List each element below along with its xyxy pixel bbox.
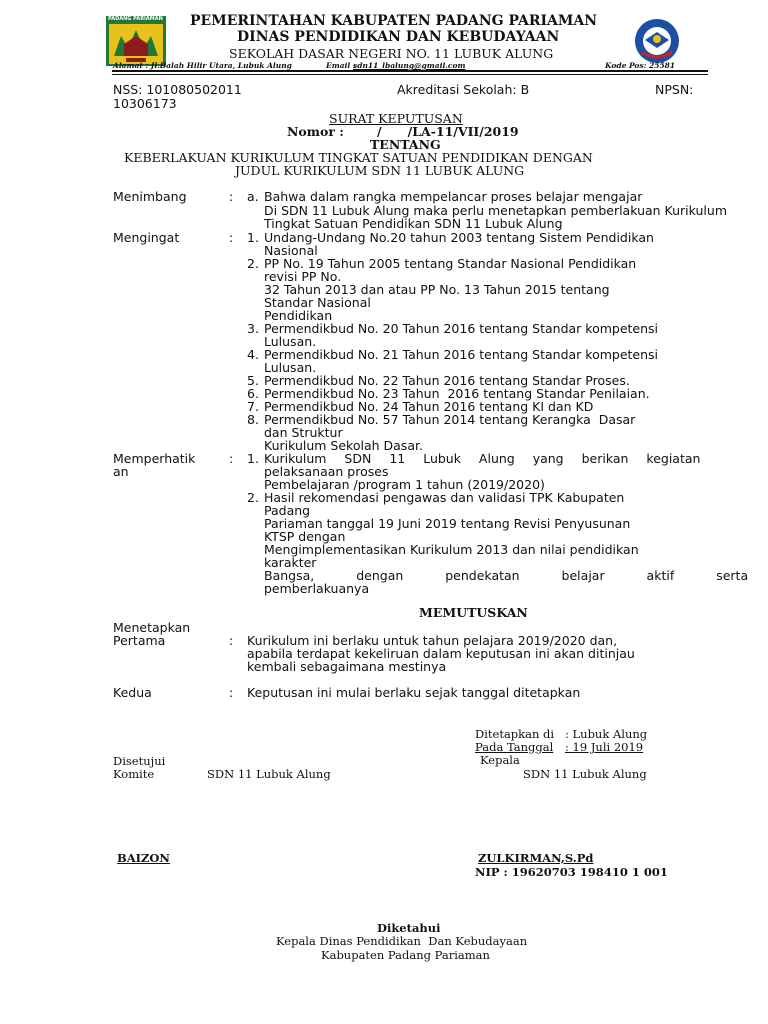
memperhatikan-line: Pembelajaran /program 1 tahun (2019/2020) (264, 477, 545, 492)
logo-right (632, 18, 682, 64)
address: Alamat : Jl.Balah Hilir Utara, Lubuk Alung (113, 61, 292, 70)
mengingat-line: Undang-Undang No.20 tahun 2003 tentang Sistem Pendidikan (264, 230, 654, 245)
disetujui-label: Disetujui (113, 754, 166, 768)
mengingat-line: Permendikbud No. 22 Tahun 2016 tentang Standar Proses. (264, 373, 630, 388)
mengingat-line: Lulusan. (264, 360, 317, 375)
memperhatikan-line: karakter (264, 555, 317, 570)
tanggal-label: Pada Tanggal (475, 740, 554, 754)
mengingat-number: 6. (247, 386, 259, 401)
komite-label: Komite (113, 767, 155, 781)
ditetapkan-label: Ditetapkan di (475, 727, 555, 741)
mengingat-line: Pendidikan (264, 308, 333, 323)
mengingat-number: 8. (247, 412, 259, 427)
memperhatikan-line: Bangsa, dengan pendekatan belajar aktif serta (264, 568, 749, 583)
mengingat-colon: : (229, 230, 234, 245)
mengingat-line: Permendikbud No. 23 Tahun 2016 tentang Standar Penilaian. (264, 386, 650, 401)
nss: NSS: 101080502011 (113, 82, 242, 97)
menimbang-number: a. (247, 189, 259, 204)
sdn-left: SDN 11 Lubuk Alung (207, 767, 331, 781)
name-left: BAIZON (117, 851, 170, 865)
mengingat-line: Permendikbud No. 24 Tahun 2016 tentang KI dan KD (264, 399, 594, 414)
tut-wuri-handayani-icon (632, 18, 682, 64)
diketahui-label: Diketahui (377, 921, 441, 935)
menetapkan-label: Menetapkan (113, 620, 191, 635)
email-label: Email : (326, 61, 356, 70)
nomor-value: / /LA-11/VII/2019 (377, 124, 519, 139)
mengingat-line: Permendikbud No. 20 Tahun 2016 tentang Standar kompetensi (264, 321, 659, 336)
header-line-1: PEMERINTAHAN KABUPATEN PADANG PARIAMAN (190, 13, 598, 29)
header-line-2: DINAS PENDIDIKAN DAN KEBUDAYAAN (237, 29, 560, 45)
menimbang-colon: : (229, 189, 234, 204)
memperhatikan-number: 1. (247, 451, 259, 466)
akreditasi: Akreditasi Sekolah: B (397, 82, 530, 97)
memperhatikan-line: Mengimplementasikan Kurikulum 2013 dan nilai pendidikan (264, 542, 639, 557)
memperhatikan-label-continued: an (113, 464, 129, 479)
menimbang-line-3: Tingkat Satuan Pendidikan SDN 11 Lubuk Alung (264, 216, 563, 231)
mengingat-number: 7. (247, 399, 259, 414)
mengingat-label: Mengingat (113, 230, 180, 245)
kepala-label: Kepala (480, 753, 520, 767)
mengingat-line: revisi PP No. (264, 269, 342, 284)
memperhatikan-line: Hasil rekomendasi pengawas dan validasi TPK Kabupaten (264, 490, 625, 505)
ditetapkan-value: : Lubuk Alung (565, 727, 648, 741)
mengingat-number: 2. (247, 256, 259, 271)
mengingat-line: PP No. 19 Tahun 2005 tentang Standar Nasional Pendidikan (264, 256, 637, 271)
mengingat-line: Permendikbud No. 57 Tahun 2014 tentang Kerangka Dasar (264, 412, 636, 427)
memperhatikan-line: Kurikulum SDN 11 Lubuk Alung yang berikan kegiatan (264, 451, 701, 466)
postal-code: Kode Pos: 25581 (605, 61, 676, 70)
kedua-label: Kedua (113, 685, 152, 700)
memperhatikan-label: Memperhatik (113, 451, 196, 466)
mengingat-line: dan Struktur (264, 425, 343, 440)
memutuskan-heading: MEMUTUSKAN (419, 605, 528, 620)
menimbang-label: Menimbang (113, 189, 187, 204)
mengingat-line: Lulusan. (264, 334, 317, 349)
sdn-right: SDN 11 Lubuk Alung (523, 767, 647, 781)
mengingat-number: 3. (247, 321, 259, 336)
regency-emblem-icon (106, 16, 166, 66)
memperhatikan-line: pemberlakuanya (264, 581, 370, 596)
pertama-line-2: apabila terdapat kekeliruan dalam keputusan ini akan ditinjau (247, 646, 635, 661)
memperhatikan-line: Pariaman tanggal 19 Juni 2019 tentang Revisi Penyusunan (264, 516, 631, 531)
mengingat-line: Standar Nasional (264, 295, 371, 310)
mengingat-number: 1. (247, 230, 259, 245)
tentang: TENTANG (370, 137, 441, 152)
mengingat-line: Kurikulum Sekolah Dasar. (264, 438, 423, 453)
memperhatikan-line: Padang (264, 503, 311, 518)
header-divider-thick (112, 70, 708, 72)
header-divider-thin (112, 74, 708, 75)
memperhatikan-line: KTSP dengan (264, 529, 346, 544)
nip: NIP : 19620703 198410 1 001 (475, 865, 668, 879)
subject-line-1: KEBERLAKUAN KURIKULUM TINGKAT SATUAN PENDIDIKAN DENGAN (124, 150, 593, 165)
kadis-line-1: Kepala Dinas Pendidikan Dan Kebudayaan (276, 934, 528, 948)
mengingat-number: 4. (247, 347, 259, 362)
mengingat-line: Permendikbud No. 21 Tahun 2016 tentang Standar kompetensi (264, 347, 659, 362)
mengingat-line-text: 32 Tahun 2013 dan atau PP No. 13 Tahun 2015 tentang (264, 282, 610, 297)
pertama-label: Pertama (113, 633, 166, 648)
logo-left-label: PADANG PARIAMAN (108, 16, 163, 22)
pertama-line-3: kembali sebagaimana mestinya (247, 659, 447, 674)
pertama-line-1: Kurikulum ini berlaku untuk tahun pelajara 2019/2020 dan, (247, 633, 618, 648)
npsn: NPSN: (655, 82, 694, 97)
memperhatikan-number: 2. (247, 490, 259, 505)
nomor-label: Nomor : (287, 124, 344, 139)
memperhatikan-colon: : (229, 451, 234, 466)
kedua-text: Keputusan ini mulai berlaku sejak tanggal ditetapkan (247, 685, 581, 700)
header-line-3: SEKOLAH DASAR NEGERI NO. 11 LUBUK ALUNG (229, 46, 554, 61)
mengingat-number: 5. (247, 373, 259, 388)
pertama-colon: : (229, 633, 234, 648)
mengingat-line: Nasional (264, 243, 318, 258)
kadis-line-2: Kabupaten Padang Pariaman (321, 948, 490, 962)
menimbang-line-1: Bahwa dalam rangka mempelancar proses belajar mengajar (264, 189, 643, 204)
menimbang-line-2: Di SDN 11 Lubuk Alung maka perlu menetapkan pemberlakuan Kurikulum (264, 203, 728, 218)
name-right: ZULKIRMAN,S.Pd (478, 851, 594, 865)
email-link[interactable]: sdn11_lbalung@gmail.com (353, 61, 466, 70)
doc-title: SURAT KEPUTUSAN (329, 111, 463, 126)
subject-line-2: JUDUL KURIKULUM SDN 11 LUBUK ALUNG (235, 163, 525, 178)
memperhatikan-line: pelaksanaan proses (264, 464, 389, 479)
logo-left (106, 16, 166, 66)
tanggal-value: : 19 Juli 2019 (565, 740, 644, 754)
nss-continued: 10306173 (113, 96, 177, 111)
kedua-colon: : (229, 685, 234, 700)
